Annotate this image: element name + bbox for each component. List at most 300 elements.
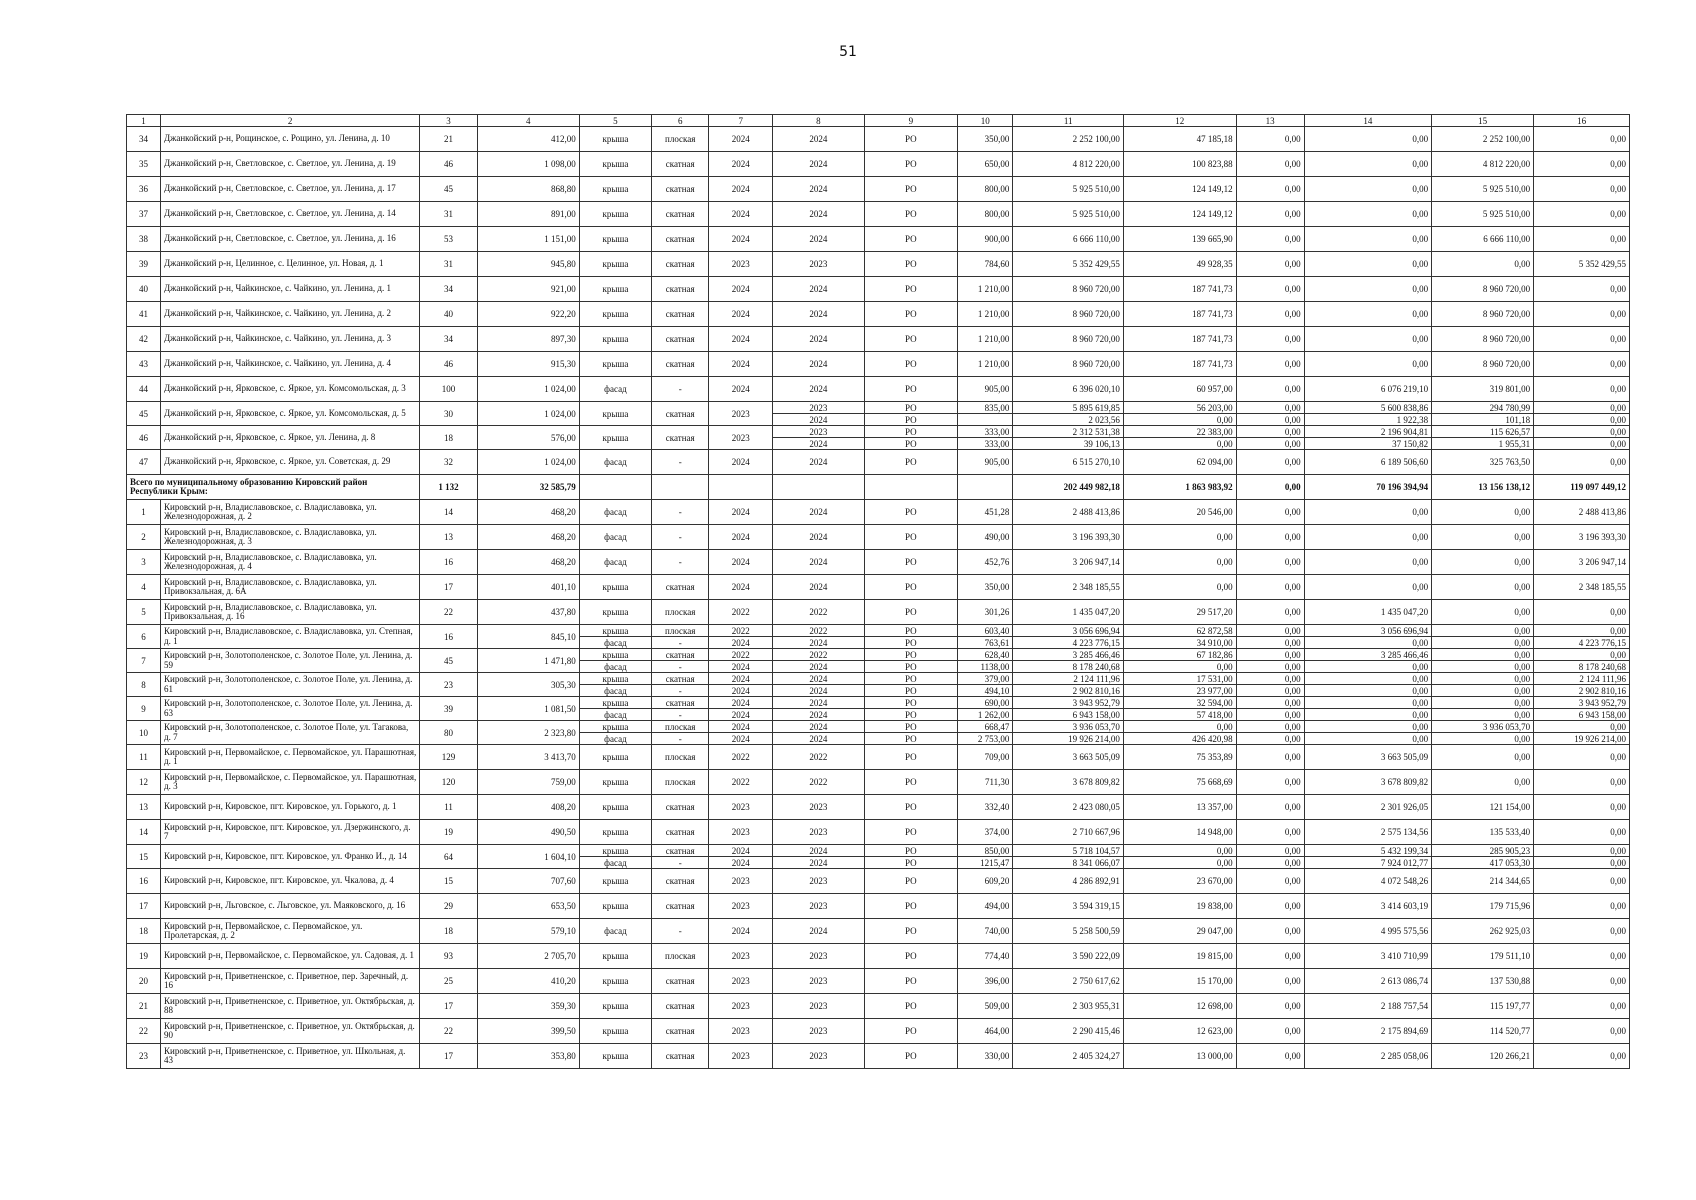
table-cell: 2 196 904,81 [1304,426,1432,438]
table-cell: скатная [652,352,709,377]
table-cell: 0,00 [1534,820,1630,845]
table-cell: 2024 [773,177,864,202]
area-cell: 1 471,80 [477,649,579,673]
table-cell: 0,00 [1534,625,1630,637]
table-row [127,525,1630,550]
table-cell: 0,00 [1236,733,1304,745]
table-cell: РО [864,227,958,252]
table-cell: крыша [579,869,651,894]
table-cell: 5 352 429,55 [1534,252,1630,277]
table-cell: РО [864,402,958,414]
table-cell: 2023 [773,894,864,919]
table-cell: РО [864,857,958,869]
table-cell: 3 943 952,79 [1534,697,1630,709]
address-cell: Джанкойский р-н, Целинное, с. Целинное, ул. Новая, д. 1 [161,252,420,277]
table-cell: 374,00 [958,820,1013,845]
row-number: 34 [127,127,161,152]
table-cell: 2024 [709,845,773,857]
row-number: 40 [127,277,161,302]
table-cell: крыша [579,600,651,625]
table-cell: 3 594 319,15 [1013,894,1124,919]
table-cell: 124 149,12 [1123,202,1236,227]
table-cell: 0,00 [1304,525,1432,550]
table-cell: 763,61 [958,637,1013,649]
row-number: 12 [127,770,161,795]
table-cell: 1 435 047,20 [1304,600,1432,625]
table-cell: 0,00 [1236,152,1304,177]
table-row [127,795,1630,820]
table-cell: 45 [420,649,477,673]
table-cell: 0,00 [1432,661,1534,673]
table-row [127,327,1630,352]
table-cell: 0,00 [1236,277,1304,302]
table-cell: 2024 [709,302,773,327]
table-cell: крыша [579,673,651,685]
table-cell: 0,00 [1534,869,1630,894]
table-cell: 13 [420,525,477,550]
table-cell: 0,00 [1432,550,1534,575]
table-cell: 0,00 [1432,673,1534,685]
table-cell: 0,00 [1304,685,1432,697]
table-cell: 0,00 [1236,550,1304,575]
table-cell: 3 206 947,14 [1534,550,1630,575]
table-cell: скатная [652,202,709,227]
table-cell: 2024 [773,127,864,152]
table-cell: РО [864,994,958,1019]
total-cell: 70 196 394,94 [1304,475,1432,500]
table-cell: скатная [652,869,709,894]
table-row [127,575,1630,600]
table-cell: 23 [420,673,477,697]
table-cell: фасад [579,550,651,575]
table-cell: 6 666 110,00 [1013,227,1124,252]
table-cell: 740,00 [958,919,1013,944]
table-cell: 2024 [773,377,864,402]
area-cell: 412,00 [477,127,579,152]
table-cell: 0,00 [1534,327,1630,352]
table-cell: - [652,377,709,402]
table-cell: скатная [652,649,709,661]
table-cell: 2023 [773,402,864,414]
table-cell: 0,00 [1236,302,1304,327]
table-cell: 285 905,23 [1432,845,1534,857]
table-cell: фасад [579,500,651,525]
total-cell: 1 132 [420,475,477,500]
table-cell: 0,00 [1236,352,1304,377]
table-cell: 0,00 [1304,252,1432,277]
table-cell: крыша [579,625,651,637]
table-cell: 0,00 [1236,857,1304,869]
table-cell [958,414,1013,426]
table-cell: 2 285 058,06 [1304,1044,1432,1069]
table-cell: 25 [420,969,477,994]
table-cell: 2023 [773,1019,864,1044]
area-cell: 1 604,10 [477,845,579,869]
row-number: 36 [127,177,161,202]
table-cell: - [652,857,709,869]
table-cell: 6 666 110,00 [1432,227,1534,252]
table-cell: РО [864,202,958,227]
table-cell: скатная [652,673,709,685]
table-cell: РО [864,450,958,475]
table-cell: 34 [420,327,477,352]
table-cell: 1 262,00 [958,709,1013,721]
table-cell: 3 285 466,46 [1013,649,1124,661]
table-cell: 0,00 [1123,857,1236,869]
table-cell: 30 [420,402,477,426]
table-cell: 1 210,00 [958,327,1013,352]
table-cell: 800,00 [958,177,1013,202]
table-cell: 2024 [773,845,864,857]
header-cell: 16 [1534,115,1630,127]
table-cell: 0,00 [1236,944,1304,969]
work-type-cell: крыша [579,402,651,426]
table-cell: 0,00 [1304,637,1432,649]
table-cell: - [652,709,709,721]
table-cell: крыша [579,795,651,820]
table-cell: 711,30 [958,770,1013,795]
row-number: 3 [127,550,161,575]
table-cell: 2023 [709,944,773,969]
table-cell: 0,00 [1236,673,1304,685]
address-cell: Джанкойский р-н, Светловское, с. Светлое, ул. Ленина, д. 17 [161,177,420,202]
table-cell: 0,00 [1304,709,1432,721]
table-row [127,894,1630,919]
table-cell: 0,00 [1304,177,1432,202]
address-cell: Джанкойский р-н, Светловское, с. Светлое, ул. Ленина, д. 16 [161,227,420,252]
area-cell: 759,00 [477,770,579,795]
table-cell: 2024 [773,302,864,327]
table-cell: 0,00 [1304,500,1432,525]
table-cell: 15 170,00 [1123,969,1236,994]
table-cell: 2 405 324,27 [1013,1044,1124,1069]
table-cell: крыша [579,575,651,600]
table-cell: 1138,00 [958,661,1013,673]
header-cell: 12 [1123,115,1236,127]
table-cell: 17 [420,1044,477,1069]
table-cell: 2 175 894,69 [1304,1019,1432,1044]
table-cell: 0,00 [1534,994,1630,1019]
table-cell: 396,00 [958,969,1013,994]
table-cell: 3 943 952,79 [1013,697,1124,709]
table-cell: 0,00 [1534,919,1630,944]
row-number: 23 [127,1044,161,1069]
table-cell: 2 902 810,16 [1534,685,1630,697]
table-cell: 2024 [773,550,864,575]
address-cell: Джанкойский р-н, Ярковское, с. Яркое, ул. Советская, д. 29 [161,450,420,475]
table-cell: 0,00 [1236,969,1304,994]
table-cell: 17 531,00 [1123,673,1236,685]
address-cell: Кировский р-н, Первомайское, с. Первомайское, ул. Парашютная, д. 1 [161,745,420,770]
table-row [127,625,1630,637]
table-cell: 2024 [709,637,773,649]
table-cell: 2023 [709,1019,773,1044]
table-cell: 900,00 [958,227,1013,252]
table-row [127,202,1630,227]
area-cell: 891,00 [477,202,579,227]
table-cell: РО [864,550,958,575]
table-cell: 2024 [709,450,773,475]
table-cell: 2 753,00 [958,733,1013,745]
table-cell: 0,00 [1304,302,1432,327]
table-cell: 2 023,56 [1013,414,1124,426]
table-cell: 2024 [773,721,864,733]
table-cell: 0,00 [1534,1044,1630,1069]
table-cell: - [652,733,709,745]
row-number: 47 [127,450,161,475]
table-cell: 0,00 [1236,600,1304,625]
table-cell: РО [864,1044,958,1069]
table-cell: 0,00 [1236,426,1304,438]
table-cell: 2024 [773,575,864,600]
table-cell: 0,00 [1304,202,1432,227]
table-cell: 0,00 [1236,845,1304,857]
table-cell: 3 678 809,82 [1304,770,1432,795]
table-cell: 56 203,00 [1123,402,1236,414]
table-cell: РО [864,685,958,697]
table-cell: крыша [579,721,651,733]
table-cell: 47 185,18 [1123,127,1236,152]
area-cell: 468,20 [477,550,579,575]
table-row [127,302,1630,327]
table-cell: 0,00 [1236,327,1304,352]
total-row [127,475,1630,500]
table-cell: 294 780,99 [1432,402,1534,414]
table-row [127,745,1630,770]
table-cell: 0,00 [1236,127,1304,152]
table-cell: 0,00 [1236,869,1304,894]
table-cell: РО [864,177,958,202]
table-cell: 179 511,10 [1432,944,1534,969]
table-cell: 2024 [709,177,773,202]
table-cell: крыша [579,845,651,857]
header-cell: 2 [161,115,420,127]
table-cell: скатная [652,820,709,845]
total-cell: 119 097 449,12 [1534,475,1630,500]
table-cell: 8 960 720,00 [1432,352,1534,377]
row-number: 20 [127,969,161,994]
table-cell: 22 [420,1019,477,1044]
table-cell: 0,00 [1534,438,1630,450]
table-cell: 2024 [709,709,773,721]
address-cell: Кировский р-н, Владиславовское, с. Владиславовка, ул. Железнодорожная, д. 2 [161,500,420,525]
table-row [127,1044,1630,1069]
table-cell: 0,00 [1123,414,1236,426]
table-row [127,944,1630,969]
table-cell: 5 600 838,86 [1304,402,1432,414]
page-number: 51 [839,44,857,60]
table-row [127,845,1630,857]
table-cell: 2024 [709,500,773,525]
table-cell: 0,00 [1236,575,1304,600]
table-cell: 2024 [709,352,773,377]
table-cell: 0,00 [1534,414,1630,426]
table-cell: скатная [652,697,709,709]
total-cell: 13 156 138,12 [1432,475,1534,500]
table-cell: 2 124 111,96 [1013,673,1124,685]
table-cell: 18 [420,426,477,450]
address-cell: Кировский р-н, Золотополенское, с. Золотое Поле, ул. Ленина, д. 61 [161,673,420,697]
table-cell: РО [864,845,958,857]
table-cell: 3 196 393,30 [1013,525,1124,550]
table-cell: 3 206 947,14 [1013,550,1124,575]
table-cell: 350,00 [958,575,1013,600]
table-cell: 0,00 [1236,820,1304,845]
table-cell: РО [864,277,958,302]
table-cell: 0,00 [1123,438,1236,450]
table-cell: 2024 [773,919,864,944]
table-cell: 2022 [709,745,773,770]
table-cell: РО [864,745,958,770]
table-cell: РО [864,438,958,450]
header-cell: 1 [127,115,161,127]
table-cell: 120 266,21 [1432,1044,1534,1069]
table-cell: 187 741,73 [1123,327,1236,352]
table-row [127,697,1630,709]
table-cell: 2023 [709,869,773,894]
table-cell: 2024 [709,550,773,575]
table-cell: 0,00 [1236,994,1304,1019]
header-cell: 5 [579,115,651,127]
area-cell: 359,30 [477,994,579,1019]
empty-cell [652,475,709,500]
table-cell: 49 928,35 [1123,252,1236,277]
table-cell: РО [864,127,958,152]
table-cell: 2024 [773,414,864,426]
area-cell: 1 081,50 [477,697,579,721]
address-cell: Кировский р-н, Первомайское, с. Первомайское, ул. Парашютная, д. 3 [161,770,420,795]
table-cell: 2024 [709,721,773,733]
table-cell: 2024 [709,685,773,697]
address-cell: Кировский р-н, Кировское, пгт. Кировское, ул. Дзержинского, д. 7 [161,820,420,845]
table-cell: 179 715,96 [1432,894,1534,919]
table-cell: РО [864,894,958,919]
table-cell: фасад [579,377,651,402]
table-cell: 16 [420,625,477,649]
table-row [127,127,1630,152]
area-cell: 579,10 [477,919,579,944]
table-cell: 0,00 [1236,414,1304,426]
table-cell: 0,00 [1236,685,1304,697]
table-cell: 0,00 [1236,709,1304,721]
table-cell: 6 943 158,00 [1013,709,1124,721]
table-cell: 23 670,00 [1123,869,1236,894]
table-cell: 12 698,00 [1123,994,1236,1019]
header-cell: 6 [652,115,709,127]
table-cell: 8 960 720,00 [1013,277,1124,302]
table-cell: 80 [420,721,477,745]
table-cell: РО [864,600,958,625]
table-cell: 5 432 199,34 [1304,845,1432,857]
table-row [127,1019,1630,1044]
table-cell: 3 285 466,46 [1304,649,1432,661]
table-cell: 0,00 [1236,377,1304,402]
table-cell: 46 [420,152,477,177]
table-cell: 3 663 505,09 [1013,745,1124,770]
table-row [127,721,1630,733]
table-cell: 835,00 [958,402,1013,414]
empty-cell [579,475,651,500]
table-cell: плоская [652,625,709,637]
header-cell: 11 [1013,115,1124,127]
table-cell: 0,00 [1534,426,1630,438]
table-cell: фасад [579,525,651,550]
table-cell: 129 [420,745,477,770]
table-cell: 2022 [709,649,773,661]
table-cell: 0,00 [1432,637,1534,649]
total-cell: 32 585,79 [477,475,579,500]
table-cell: 5 718 104,57 [1013,845,1124,857]
table-cell: 2 290 415,46 [1013,1019,1124,1044]
table-cell: 426 420,98 [1123,733,1236,745]
table-cell: 2024 [773,661,864,673]
table-cell: скатная [652,252,709,277]
table-cell: 0,00 [1432,575,1534,600]
table-cell: 0,00 [1304,733,1432,745]
table-cell: крыша [579,649,651,661]
table-cell: 34 910,00 [1123,637,1236,649]
table-cell: 509,00 [958,994,1013,1019]
table-cell: 2022 [709,625,773,637]
table-cell: 0,00 [1534,377,1630,402]
table-cell: - [652,500,709,525]
table-cell: РО [864,152,958,177]
table-cell: РО [864,575,958,600]
row-number: 2 [127,525,161,550]
table-cell: 214 344,65 [1432,869,1534,894]
table-cell: 187 741,73 [1123,352,1236,377]
table-cell: 0,00 [1304,575,1432,600]
table-cell: РО [864,426,958,438]
table-cell: 101,18 [1432,414,1534,426]
table-cell: 0,00 [1304,352,1432,377]
table-cell: 1 210,00 [958,302,1013,327]
year-cell: 2023 [709,426,773,450]
row-number: 10 [127,721,161,745]
table-cell: 6 076 219,10 [1304,377,1432,402]
table-cell: 603,40 [958,625,1013,637]
table-cell: 18 [420,919,477,944]
table-cell: 609,20 [958,869,1013,894]
table-cell: 5 925 510,00 [1432,202,1534,227]
table-cell: 0,00 [1236,1019,1304,1044]
table-cell: 2023 [709,820,773,845]
table-cell: крыша [579,820,651,845]
table-cell: скатная [652,277,709,302]
area-cell: 410,20 [477,969,579,994]
header-cell: 10 [958,115,1013,127]
table-cell: 4 223 776,15 [1534,637,1630,649]
table-cell: 114 520,77 [1432,1019,1534,1044]
row-number: 15 [127,845,161,869]
table-cell: 2023 [709,894,773,919]
area-cell: 468,20 [477,525,579,550]
table-cell: 0,00 [1304,697,1432,709]
year-cell: 2023 [709,402,773,426]
table-cell: крыша [579,202,651,227]
table-cell: 464,00 [958,1019,1013,1044]
table-cell: 2024 [709,575,773,600]
table-cell: 333,00 [958,438,1013,450]
area-cell: 353,80 [477,1044,579,1069]
table-cell: РО [864,795,958,820]
table-cell: 22 383,00 [1123,426,1236,438]
table-cell: 2 575 134,56 [1304,820,1432,845]
table-cell: 0,00 [1236,525,1304,550]
area-cell: 401,10 [477,575,579,600]
area-cell: 1 098,00 [477,152,579,177]
table-cell: 628,40 [958,649,1013,661]
